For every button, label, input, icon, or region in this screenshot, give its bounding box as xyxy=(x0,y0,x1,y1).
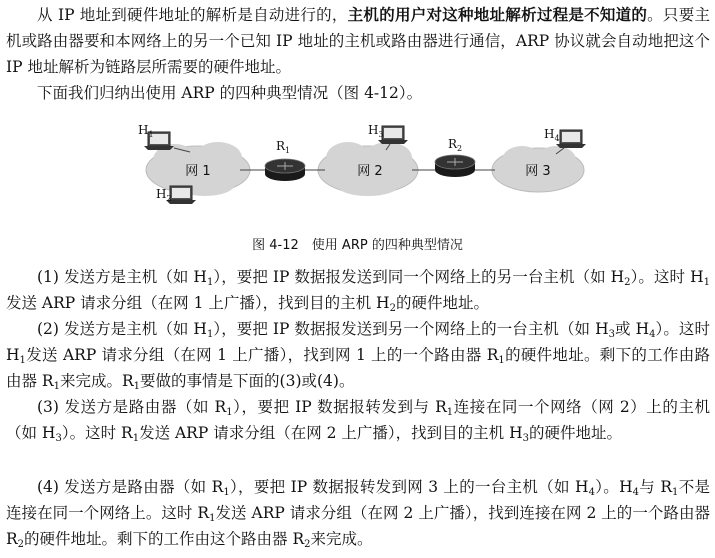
network-1-label: 网 1 xyxy=(185,164,211,179)
case-1-paragraph: (1) 发送方是主机（如 $H_1$），要把 IP 数据报发送到同一个网络上的另一台主机（如 $H_2$）。这时 $H_1$发送 ARP 请求分组（在网 1 上广播），找到目的主机 $H_2$的硬件地址。 xyxy=(6,268,710,314)
case-4-paragraph: (4) 发送方是路由器（如 $R_1$），要把 IP 数据报转发到网 3 上的一台主机（如 $H_4$）。$H_4$与 $R_1$不是连接在同一个网络上。这时 $R_1$发送 ARP 请求分组（在网 2 上广播），找到连接在网 2 上的一个路由器 $R_2$的硬件地址。剩下的工作由这个路由器 $R_2$来完成。 xyxy=(6,478,710,550)
router-r2-icon xyxy=(435,155,475,177)
intro-text-prefix: 从 IP 地址到硬件地址的解析是自动进行的， xyxy=(37,6,348,24)
router-r2-label: $R_2$ xyxy=(448,137,463,153)
host-h2-label: $H_2$ xyxy=(156,187,172,203)
figure-caption: 图 4-12 使用 ARP 的四种典型情况 xyxy=(252,238,463,253)
case-2-paragraph: (2) 发送方是主机（如 $H_1$），要把 IP 数据报发送到另一个网络上的一台主机（如 $H_3$或 $H_4$）。这时 $H_1$发送 ARP 请求分组（在网 1 上广播），找到网 1 上的一个路由器 $R_1$的硬件地址。剩下的工作由路由器 $R_1$来完成。$R_1$要做的事情是下面的(3)或(4)。 xyxy=(6,320,710,392)
router-r1-icon xyxy=(265,159,305,181)
intro-summary-text: 下面我们归纳出使用 ARP 的四种典型情况（图 4-12）。 xyxy=(37,84,423,102)
host-h1-label: $H_1$ xyxy=(138,123,154,139)
intro-bold-statement: 主机的用户对这种地址解析过程是不知道的 xyxy=(347,5,648,24)
host-h3-label: $H_3$ xyxy=(368,123,384,139)
host-h4-icon xyxy=(556,130,586,154)
case-3-paragraph: (3) 发送方是路由器（如 $R_1$），要把 IP 数据报转发到与 $R_1$连接在同一个网络（网 2）上的主机（如 $H_3$）。这时 $R_1$发送 ARP 请求分组（在网 2 上广播），找到目的主机 $H_3$的硬件地址。 xyxy=(6,398,710,444)
intro-paragraph xyxy=(6,2,710,80)
network-2-label: 网 2 xyxy=(357,164,383,179)
intro-text-suffix: 。只要主机或路由器要和本网络上的另一个已知 IP 地址的主机或路由器进行通信，ARP 协议就会自动地把这个 IP 地址解析为链路层所需要的硬件地址。 xyxy=(6,6,710,76)
arp-network-diagram xyxy=(130,118,590,218)
intro-summary xyxy=(6,80,710,106)
router-r1-label: $R_1$ xyxy=(276,139,291,155)
network-3-label: 网 3 xyxy=(525,164,551,179)
host-h4-label: $H_4$ xyxy=(544,127,560,143)
